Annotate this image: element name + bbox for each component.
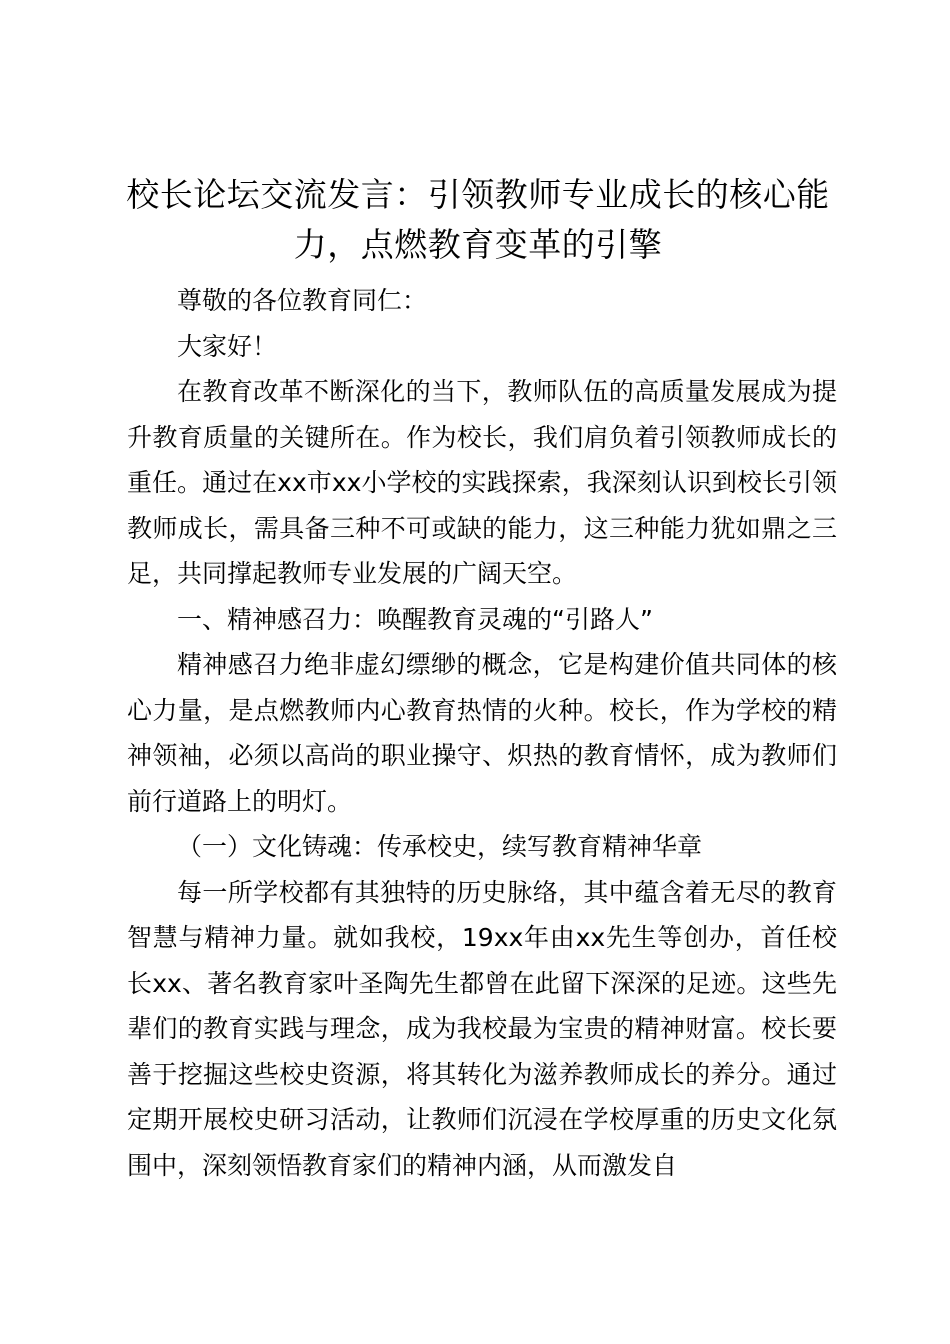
subsection-heading-1: （一）文化铸魂：传承校史，续写教育精神华章	[177, 832, 703, 861]
section-paragraph-1: 精神感召力绝非虚幻缥缈的概念，它是构建价值共同体的核心力量，是点燃教师内心教育热情的火种。校长，作为学校的精神领袖，必须以高尚的职业操守、炽热的教育情怀，成为教师们前行道路上的明灯。	[127, 650, 837, 816]
section-heading-1: 一、精神感召力：唤醒教育灵魂的“引路人”	[177, 604, 653, 634]
document-body	[127, 278, 837, 1188]
salutation: 尊敬的各位教育同仁：	[177, 286, 428, 315]
document-title: 校长论坛交流发言：引领教师专业成长的核心能力，点燃教育变革的引擎	[126, 175, 830, 264]
greeting: 大家好！	[177, 331, 278, 361]
intro-paragraph: 在教育改革不断深化的当下，教师队伍的高质量发展成为提升教育质量的关键所在。作为校长，我们肩负着引领教师成长的重任。通过在xx市xx小学校的实践探索，我深刻认识到校长引领教师成长，需具备三种不可或缺的能力，这三种能力犹如鼎之三足，共同撑起教师专业发展的广阔天空。	[127, 377, 837, 588]
subsection-paragraph-1: 每一所学校都有其独特的历史脉络，其中蕴含着无尽的教育智慧与精神力量。就如我校，19xx年由xx先生等创办，首任校长xx、著名教育家叶圣陶先生都曾在此留下深深的足迹。这些先辈们的教育实践与理念，成为我校最为宝贵的精神财富。校长要善于挖掘这些校史资源，将其转化为滋养教师成长的养分。通过定期开展校史研习活动，让教师们沉浸在学校厚重的历史文化氛围中，深刻领悟教育家们的精神内涵，从而激发自	[127, 877, 837, 1180]
